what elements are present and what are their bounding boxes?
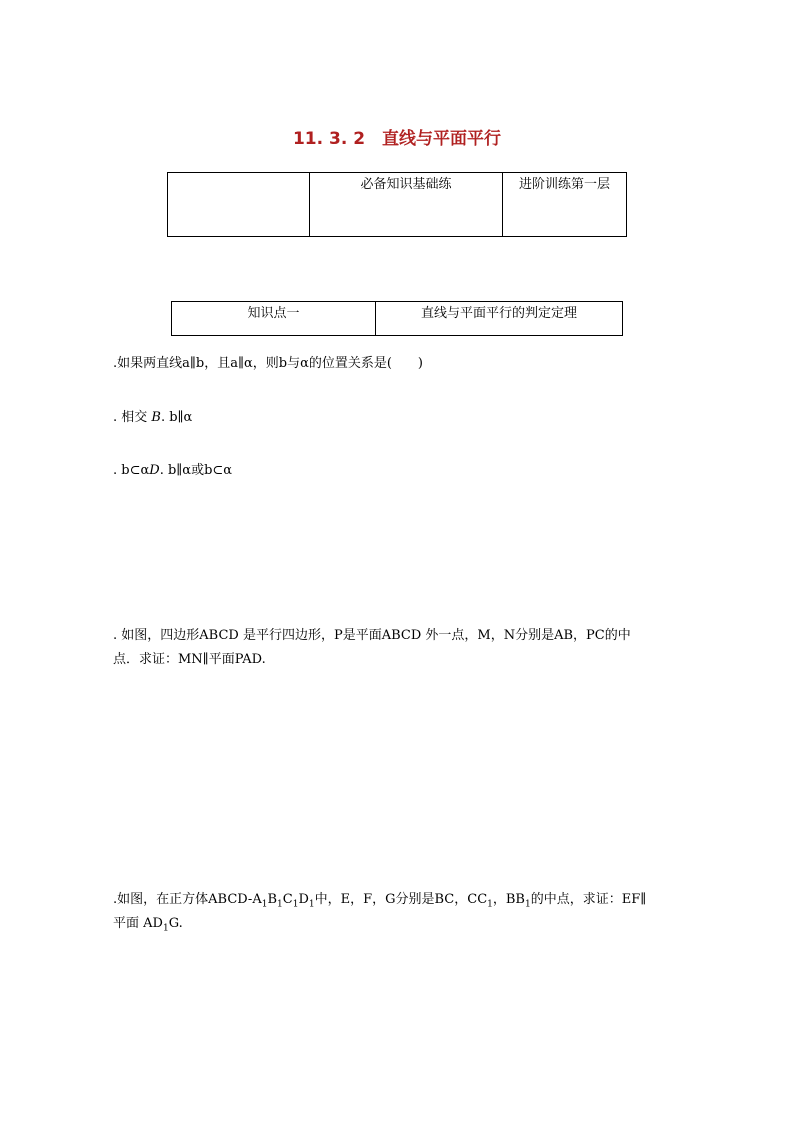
header-cell-empty: [168, 173, 310, 237]
q3-sub: 1: [261, 899, 268, 910]
q3-text: G.: [168, 916, 183, 931]
option-b: . b∥α: [160, 410, 193, 425]
q3-sub: 1: [162, 923, 169, 934]
option-b-label: B: [151, 410, 161, 425]
q3-text: B: [267, 892, 278, 907]
option-a: . 相交: [113, 410, 148, 425]
q3-text: .如图，在正方体ABCD-A: [113, 892, 262, 907]
table-row: [168, 173, 627, 237]
question-2-line-2: 点．求证：MN∥平面PAD.: [113, 652, 266, 667]
question-2: [113, 624, 631, 672]
question-3-line-2: [113, 912, 646, 936]
q3-text: C: [282, 892, 293, 907]
q3-sub: 1: [277, 899, 283, 910]
page-title: 11. 3. 2 直线与平面平行: [292, 129, 502, 149]
question-3-line-1: [113, 888, 646, 912]
knowledge-table: [171, 301, 623, 336]
q3-text: 中，E，F，G分别是BC，CC: [314, 892, 488, 907]
q3-sub: 1: [292, 899, 299, 910]
q3-text: 的中点，求证：EF∥: [530, 892, 647, 907]
knowledge-point-label: 知识点一: [172, 302, 376, 336]
header-table: [167, 172, 627, 237]
header-cell-advanced: 进阶训练第一层: [503, 173, 627, 237]
question-1-options-ab: [113, 406, 192, 430]
q3-text: ，BB: [492, 892, 525, 907]
question-1-stem: .如果两直线a∥b，且a∥α，则b与α的位置关系是( ): [113, 356, 423, 371]
q3-text: D: [298, 892, 309, 907]
knowledge-point-topic: 直线与平面平行的判定定理: [376, 302, 623, 336]
q3-sub: 1: [487, 899, 493, 910]
q3-sub: 1: [308, 899, 315, 910]
question-3: [113, 888, 646, 936]
q3-sub: 1: [524, 899, 531, 910]
option-d-label: D: [149, 463, 160, 478]
option-c: . b⊂α: [113, 463, 150, 478]
header-cell-basic: 必备知识基础练: [310, 173, 503, 237]
table-row: [172, 302, 623, 336]
question-2-line-1: . 如图，四边形ABCD 是平行四边形，P是平面ABCD 外一点，M，N分别是AB，PC的中: [113, 628, 631, 643]
option-d: . b∥α或b⊂α: [159, 463, 233, 478]
question-1-options-cd: [113, 459, 232, 483]
q3-text: 平面 AD: [113, 916, 163, 931]
